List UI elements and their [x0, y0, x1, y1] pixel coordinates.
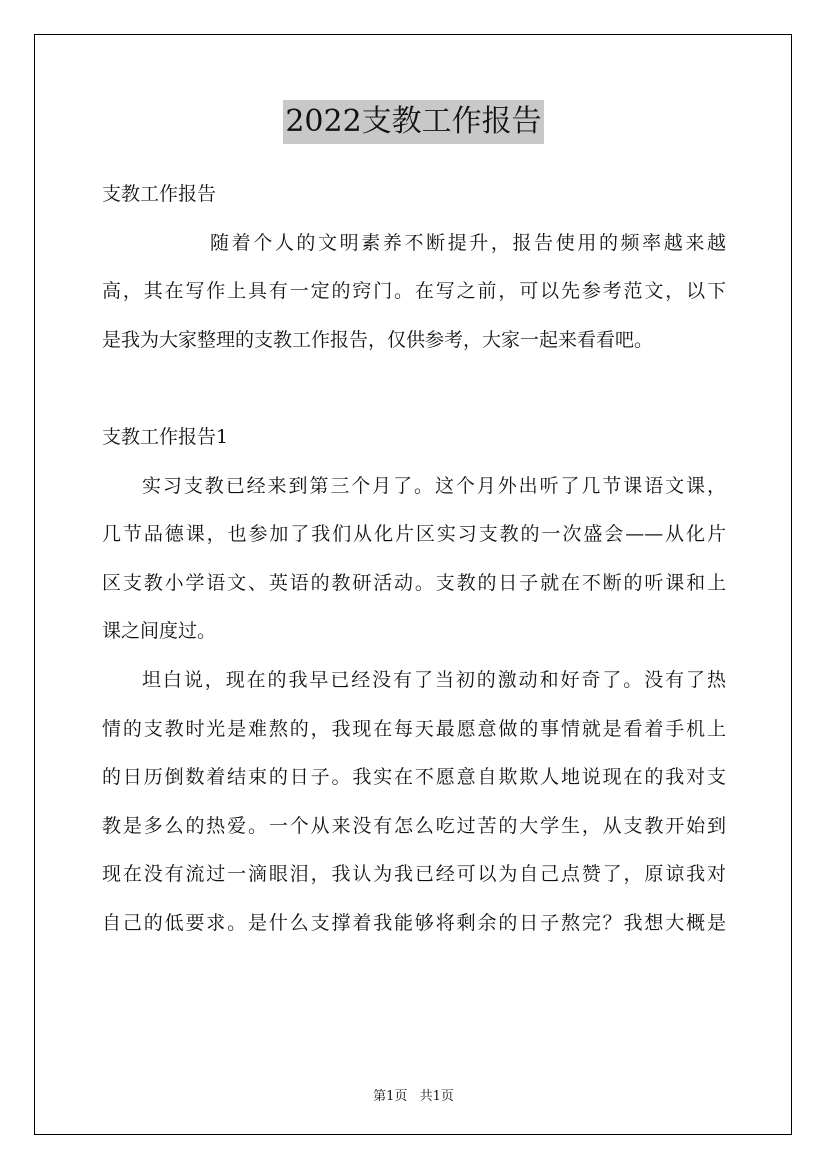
page-footer	[0, 1085, 827, 1104]
paragraph-line: 的日历倒数着结束的日子。我实在不愿意自欺欺人地说现在的我对支	[102, 766, 726, 789]
paragraph-line: 现在没有流过一滴眼泪，我认为我已经可以为自己点赞了，原谅我对	[102, 863, 726, 886]
paragraph-line: 课之间度过。	[102, 620, 217, 643]
title-wrap	[0, 100, 827, 144]
paragraph-line: 教是多么的热爱。一个从来没有怎么吃过苦的大学生，从支教开始到	[102, 814, 726, 837]
intro-line: 是我为大家整理的支教工作报告，仅供参考，大家一起来看看吧。	[102, 328, 654, 351]
intro-line: 随着个人的文明素养不断提升，报告使用的频率越来越	[210, 231, 726, 254]
page-number: 第1页	[373, 1089, 408, 1104]
document-title: 2022支教工作报告	[283, 100, 543, 144]
paragraph-line: 区支教小学语文、英语的教研活动。支教的日子就在不断的听课和上	[102, 571, 726, 594]
paragraph-line: 几节品德课，也参加了我们从化片区实习支教的一次盛会——从化片	[102, 523, 726, 546]
paragraph-line: 实习支教已经来到第三个月了。这个月外出听了几节课语文课，	[142, 474, 726, 497]
subtitle: 支教工作报告	[102, 183, 217, 205]
page-total: 共1页	[419, 1089, 454, 1104]
paragraph-line: 情的支教时光是难熬的，我现在每天最愿意做的事情就是看着手机上	[102, 717, 726, 740]
intro-line: 高，其在写作上具有一定的窍门。在写之前，可以先参考范文，以下	[102, 280, 726, 303]
paragraph-line: 自己的低要求。是什么支撑着我能够将剩余的日子熬完？我想大概是	[102, 911, 726, 934]
section-heading: 支教工作报告1	[102, 425, 229, 448]
paragraph-line: 坦白说，现在的我早已经没有了当初的激动和好奇了。没有了热	[142, 668, 726, 691]
document-body	[102, 170, 726, 948]
spacer	[102, 364, 726, 413]
